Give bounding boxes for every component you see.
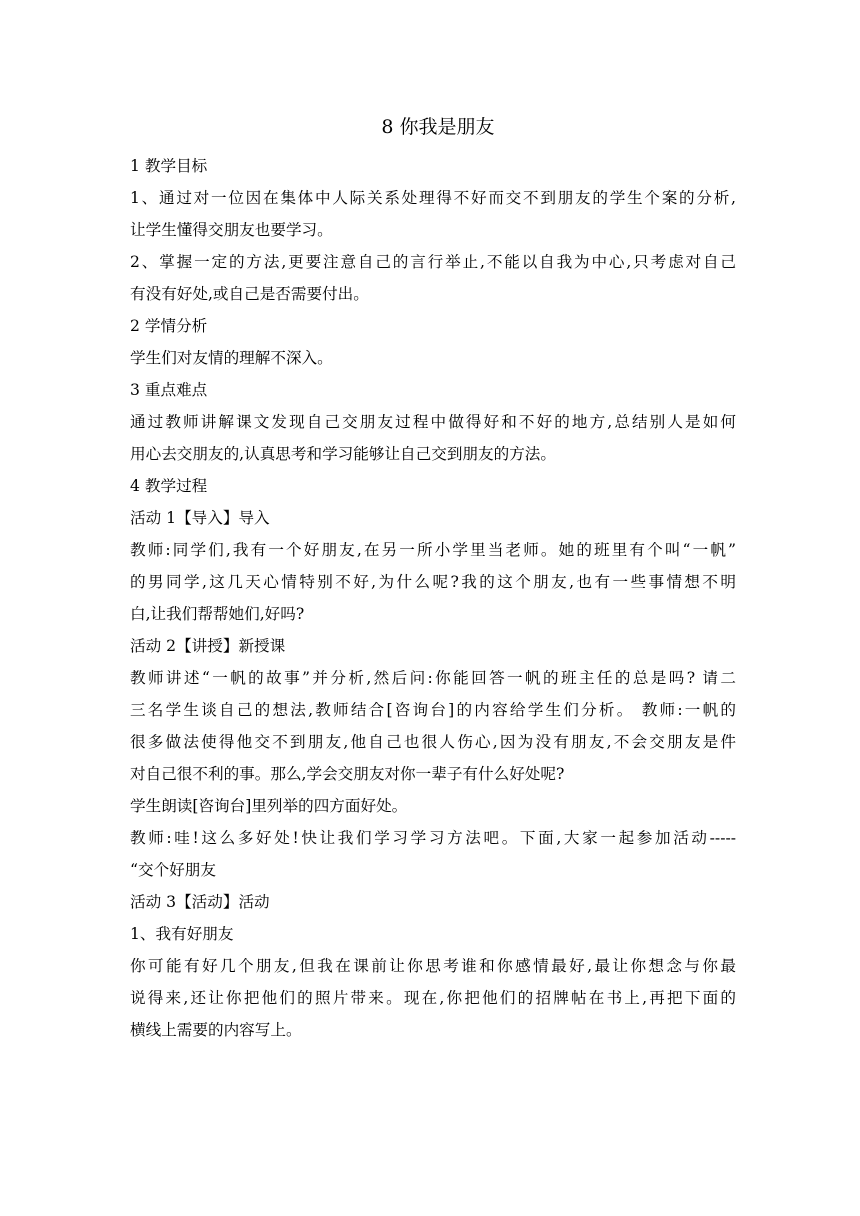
paragraph-line: 1、通过对一位因在集体中人际关系处理得不好而交不到朋友的学生个案的分析, <box>130 189 736 207</box>
section-heading: 活动 2【讲授】新授课 <box>130 637 286 655</box>
paragraph-line: 学生朗读[咨询台]里列举的四方面好处。 <box>130 797 408 815</box>
document-body <box>130 150 736 1046</box>
document-title: 8 你我是朋友 <box>381 116 495 138</box>
paragraph-line: 教师讲述“一帆的故事”并分析,然后问:你能回答一帆的班主任的总是吗? 请二 <box>130 669 736 687</box>
paragraph-line: 你可能有好几个朋友,但我在课前让你思考谁和你感情最好,最让你想念与你最 <box>130 957 736 975</box>
paragraph-line: 很多做法使得他交不到朋友,他自己也很人伤心,因为没有朋友,不会交朋友是件 <box>130 733 736 751</box>
document-page <box>130 112 736 1046</box>
section-heading: 活动 1【导入】导入 <box>130 509 270 527</box>
paragraph-line: 通过教师讲解课文发现自己交朋友过程中做得好和不好的地方,总结别人是如何 <box>130 413 736 431</box>
paragraph-line: 教师:同学们,我有一个好朋友,在另一所小学里当老师。她的班里有个叫“一帆” <box>130 541 736 559</box>
paragraph-line: 有没有好处,或自己是否需要付出。 <box>130 285 369 303</box>
section-heading: 2 学情分析 <box>130 317 208 335</box>
paragraph-line: 三名学生谈自己的想法,教师结合[咨询台]的内容给学生们分析。 教师:一帆的 <box>130 701 736 719</box>
paragraph-line: 2、掌握一定的方法,更要注意自己的言行举止,不能以自我为中心,只考虑对自己 <box>130 253 736 271</box>
section-heading: 4 教学过程 <box>130 477 208 495</box>
paragraph-line: 学生们对友情的理解不深入。 <box>130 349 333 367</box>
paragraph-line: 教师:哇!这么多好处!快让我们学习学习方法吧。下面,大家一起参加活动----- <box>130 829 736 847</box>
paragraph-line: 说得来,还让你把他们的照片带来。现在,你把他们的招牌帖在书上,再把下面的 <box>130 989 736 1007</box>
paragraph-line: 对自己很不利的事。那么,学会交朋友对你一辈子有什么好处呢? <box>130 765 565 783</box>
paragraph-line: 白,让我们帮帮她们,好吗? <box>130 605 305 623</box>
paragraph-line: “交个好朋友 <box>130 861 216 879</box>
paragraph-line: 让学生懂得交朋友也要学习。 <box>130 221 333 239</box>
section-heading: 活动 3【活动】活动 <box>130 893 270 911</box>
section-heading: 3 重点难点 <box>130 381 208 399</box>
paragraph-line: 的男同学,这几天心情特别不好,为什么呢?我的这个朋友,也有一些事情想不明 <box>130 573 736 591</box>
paragraph-line: 横线上需要的内容写上。 <box>130 1021 302 1039</box>
paragraph-line: 用心去交朋友的,认真思考和学习能够让自己交到朋友的方法。 <box>130 445 556 463</box>
section-heading: 1 教学目标 <box>130 157 208 175</box>
section-heading: 1、我有好朋友 <box>130 925 234 943</box>
